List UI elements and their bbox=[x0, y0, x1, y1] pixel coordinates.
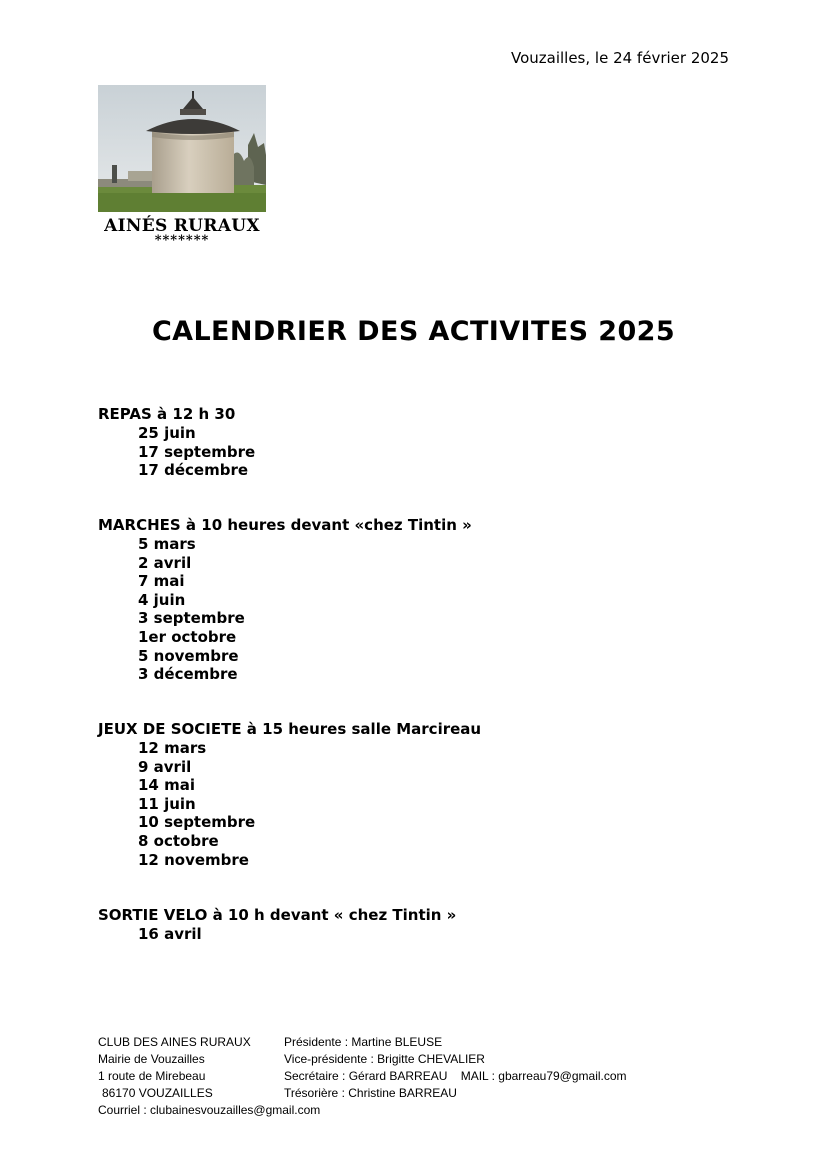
club-logo bbox=[98, 85, 266, 247]
document-date: Vouzailles, le 24 février 2025 bbox=[510, 49, 729, 67]
courriel: Courriel : clubainesvouzailles@gmail.com bbox=[98, 1103, 321, 1117]
club-name: CLUB DES AINES RURAUX bbox=[98, 1035, 251, 1049]
section-marches bbox=[98, 516, 472, 684]
page-title: CALENDRIER DES ACTIVITES 2025 bbox=[151, 316, 676, 347]
date-item: 12 novembre bbox=[138, 850, 249, 869]
date-item: 10 septembre bbox=[138, 813, 256, 832]
date-item: 8 octobre bbox=[138, 831, 219, 850]
date-item: 17 décembre bbox=[138, 461, 249, 480]
tresoriere: Trésorière : Christine BARREAU bbox=[284, 1086, 457, 1100]
footer bbox=[98, 1034, 627, 1119]
date-item: 1er octobre bbox=[138, 627, 237, 646]
address: 1 route de Mirebeau bbox=[98, 1069, 206, 1083]
date-item: 17 septembre bbox=[138, 442, 256, 461]
date-item: 12 mars bbox=[138, 739, 207, 757]
section-jeux bbox=[98, 720, 481, 869]
postcode: 86170 VOUZAILLES bbox=[102, 1086, 213, 1100]
date-item: 2 avril bbox=[138, 553, 192, 572]
date-item: 5 novembre bbox=[138, 646, 239, 665]
vice-presidente: Vice-présidente : Brigitte CHEVALIER bbox=[284, 1052, 485, 1066]
logo-stars: ******* bbox=[154, 233, 210, 248]
date-list bbox=[98, 535, 472, 684]
secretaire: Secrétaire : Gérard BARREAU MAIL : gbarreau79@gmail.com bbox=[284, 1069, 627, 1083]
dovecote-photo bbox=[98, 85, 266, 212]
date-item: 4 juin bbox=[138, 590, 186, 609]
date-item: 3 décembre bbox=[138, 665, 238, 684]
section-heading: REPAS à 12 h 30 bbox=[98, 405, 236, 423]
date-item: 11 juin bbox=[138, 794, 196, 813]
section-sortie-velo bbox=[98, 906, 456, 944]
date-list bbox=[98, 739, 481, 869]
date-item: 9 avril bbox=[138, 757, 192, 776]
date-item: 7 mai bbox=[138, 572, 185, 591]
section-heading: SORTIE VELO à 10 h devant « chez Tintin » bbox=[98, 906, 457, 924]
date-item: 3 septembre bbox=[138, 609, 245, 628]
section-repas bbox=[98, 405, 255, 480]
logo-title: AINÉS RURAUX bbox=[104, 216, 260, 236]
date-list bbox=[98, 424, 255, 480]
section-heading: JEUX DE SOCIETE à 15 heures salle Marcireau bbox=[98, 720, 482, 738]
date-item: 5 mars bbox=[138, 535, 196, 553]
date-item: 14 mai bbox=[138, 776, 195, 795]
section-heading: MARCHES à 10 heures devant «chez Tintin » bbox=[98, 516, 472, 534]
date-list bbox=[98, 925, 456, 944]
presidente: Présidente : Martine BLEUSE bbox=[284, 1035, 443, 1049]
mairie: Mairie de Vouzailles bbox=[98, 1052, 205, 1066]
date-item: 16 avril bbox=[138, 925, 202, 943]
date-item: 25 juin bbox=[138, 424, 196, 442]
